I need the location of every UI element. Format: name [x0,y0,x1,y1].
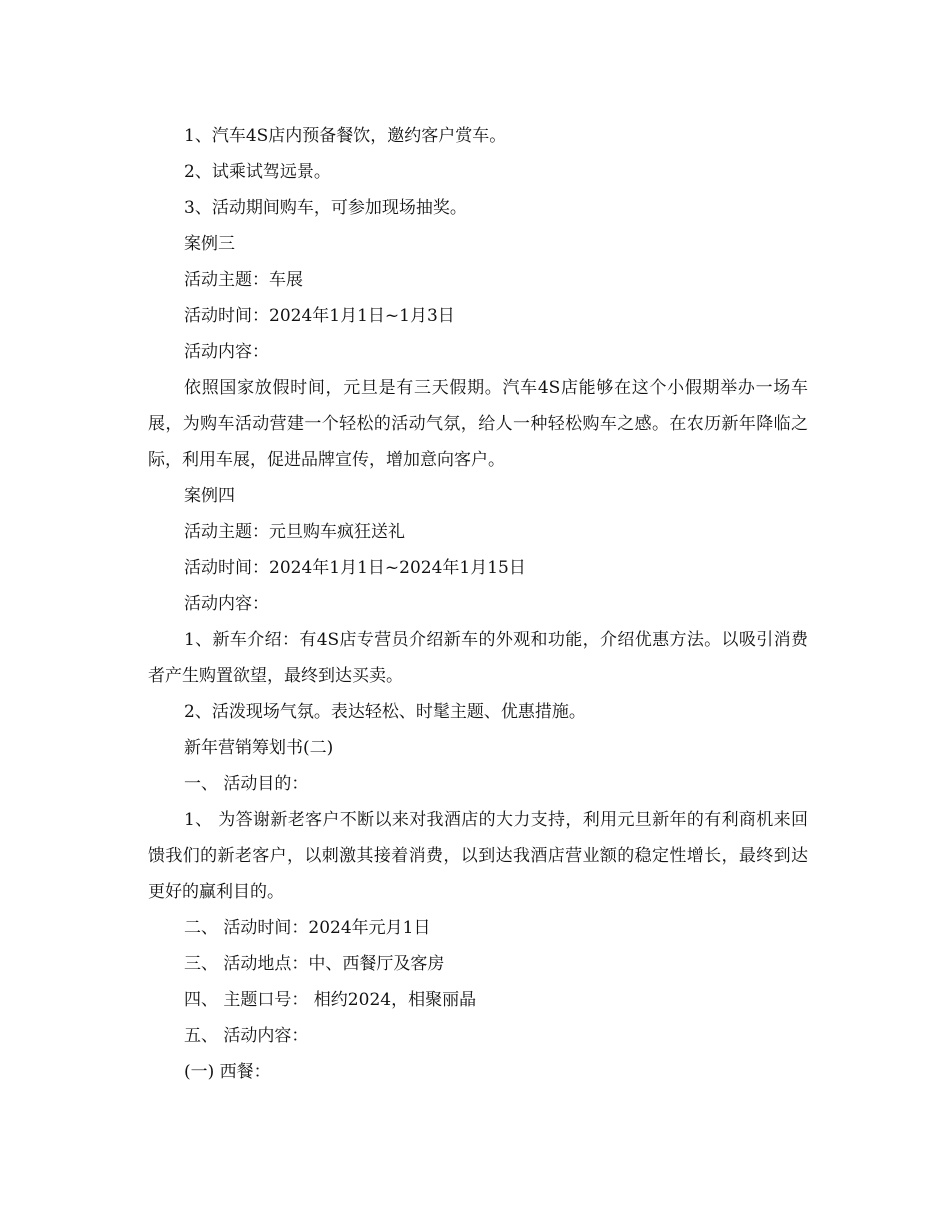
section-heading-case-4: 案例四 [184,486,235,506]
subheading-western-restaurant: (一) 西餐： [184,1062,271,1082]
heading-activity-location: 三、 活动地点：中、西餐厅及客房 [184,954,445,974]
paragraph-new-car-intro: 1、新车介绍：有4S店专营员介绍新车的外观和功能，介绍优惠方法。以吸引消费者产生购置欲望，最终到达买卖。 [148,630,808,686]
activity-content-label: 活动内容： [184,594,269,614]
paragraph-car-show: 依照国家放假时间，元旦是有三天假期。汽车4S店能够在这个小假期举办一场车展，为购车活动营建一个轻松的活动气氛，给人一种轻松购车之感。在农历新年降临之际，利用车展，促进品牌宣传，增加意向客户。 [148,378,808,470]
document-body [148,118,808,1090]
activity-time: 活动时间：2024年1月1日~1月3日 [184,306,455,326]
heading-slogan: 四、 主题口号： 相约2024，相聚丽晶 [184,990,477,1010]
heading-activity-time: 二、 活动时间：2024年元月1日 [184,918,431,938]
activity-theme: 活动主题：车展 [184,270,303,290]
section-heading-case-3: 案例三 [184,234,235,254]
activity-time: 活动时间：2024年1月1日~2024年1月15日 [184,558,526,578]
list-item-lottery: 3、活动期间购车，可参加现场抽奖。 [184,198,467,218]
heading-activity-content: 五、 活动内容： [184,1026,309,1046]
paragraph-purpose: 1、 为答谢新老客户不断以来对我酒店的大力支持，利用元旦新年的有利商机来回馈我们的新老客户，以刺激其接着消费，以到达我酒店营业额的稳定性增长，最终到达更好的赢利目的。 [148,810,808,902]
section-heading-plan-2: 新年营销筹划书(二) [184,738,334,758]
activity-theme: 活动主题：元旦购车疯狂送礼 [184,522,405,542]
activity-content-label: 活动内容： [184,342,269,362]
list-item-test-drive: 2、试乘试驾远景。 [184,162,331,182]
list-item-atmosphere: 2、活泼现场气氛。表达轻松、时髦主题、优惠措施。 [184,702,586,722]
list-item-catering: 1、汽车4S店内预备餐饮，邀约客户赏车。 [184,126,507,146]
heading-activity-purpose: 一、 活动目的： [184,774,309,794]
